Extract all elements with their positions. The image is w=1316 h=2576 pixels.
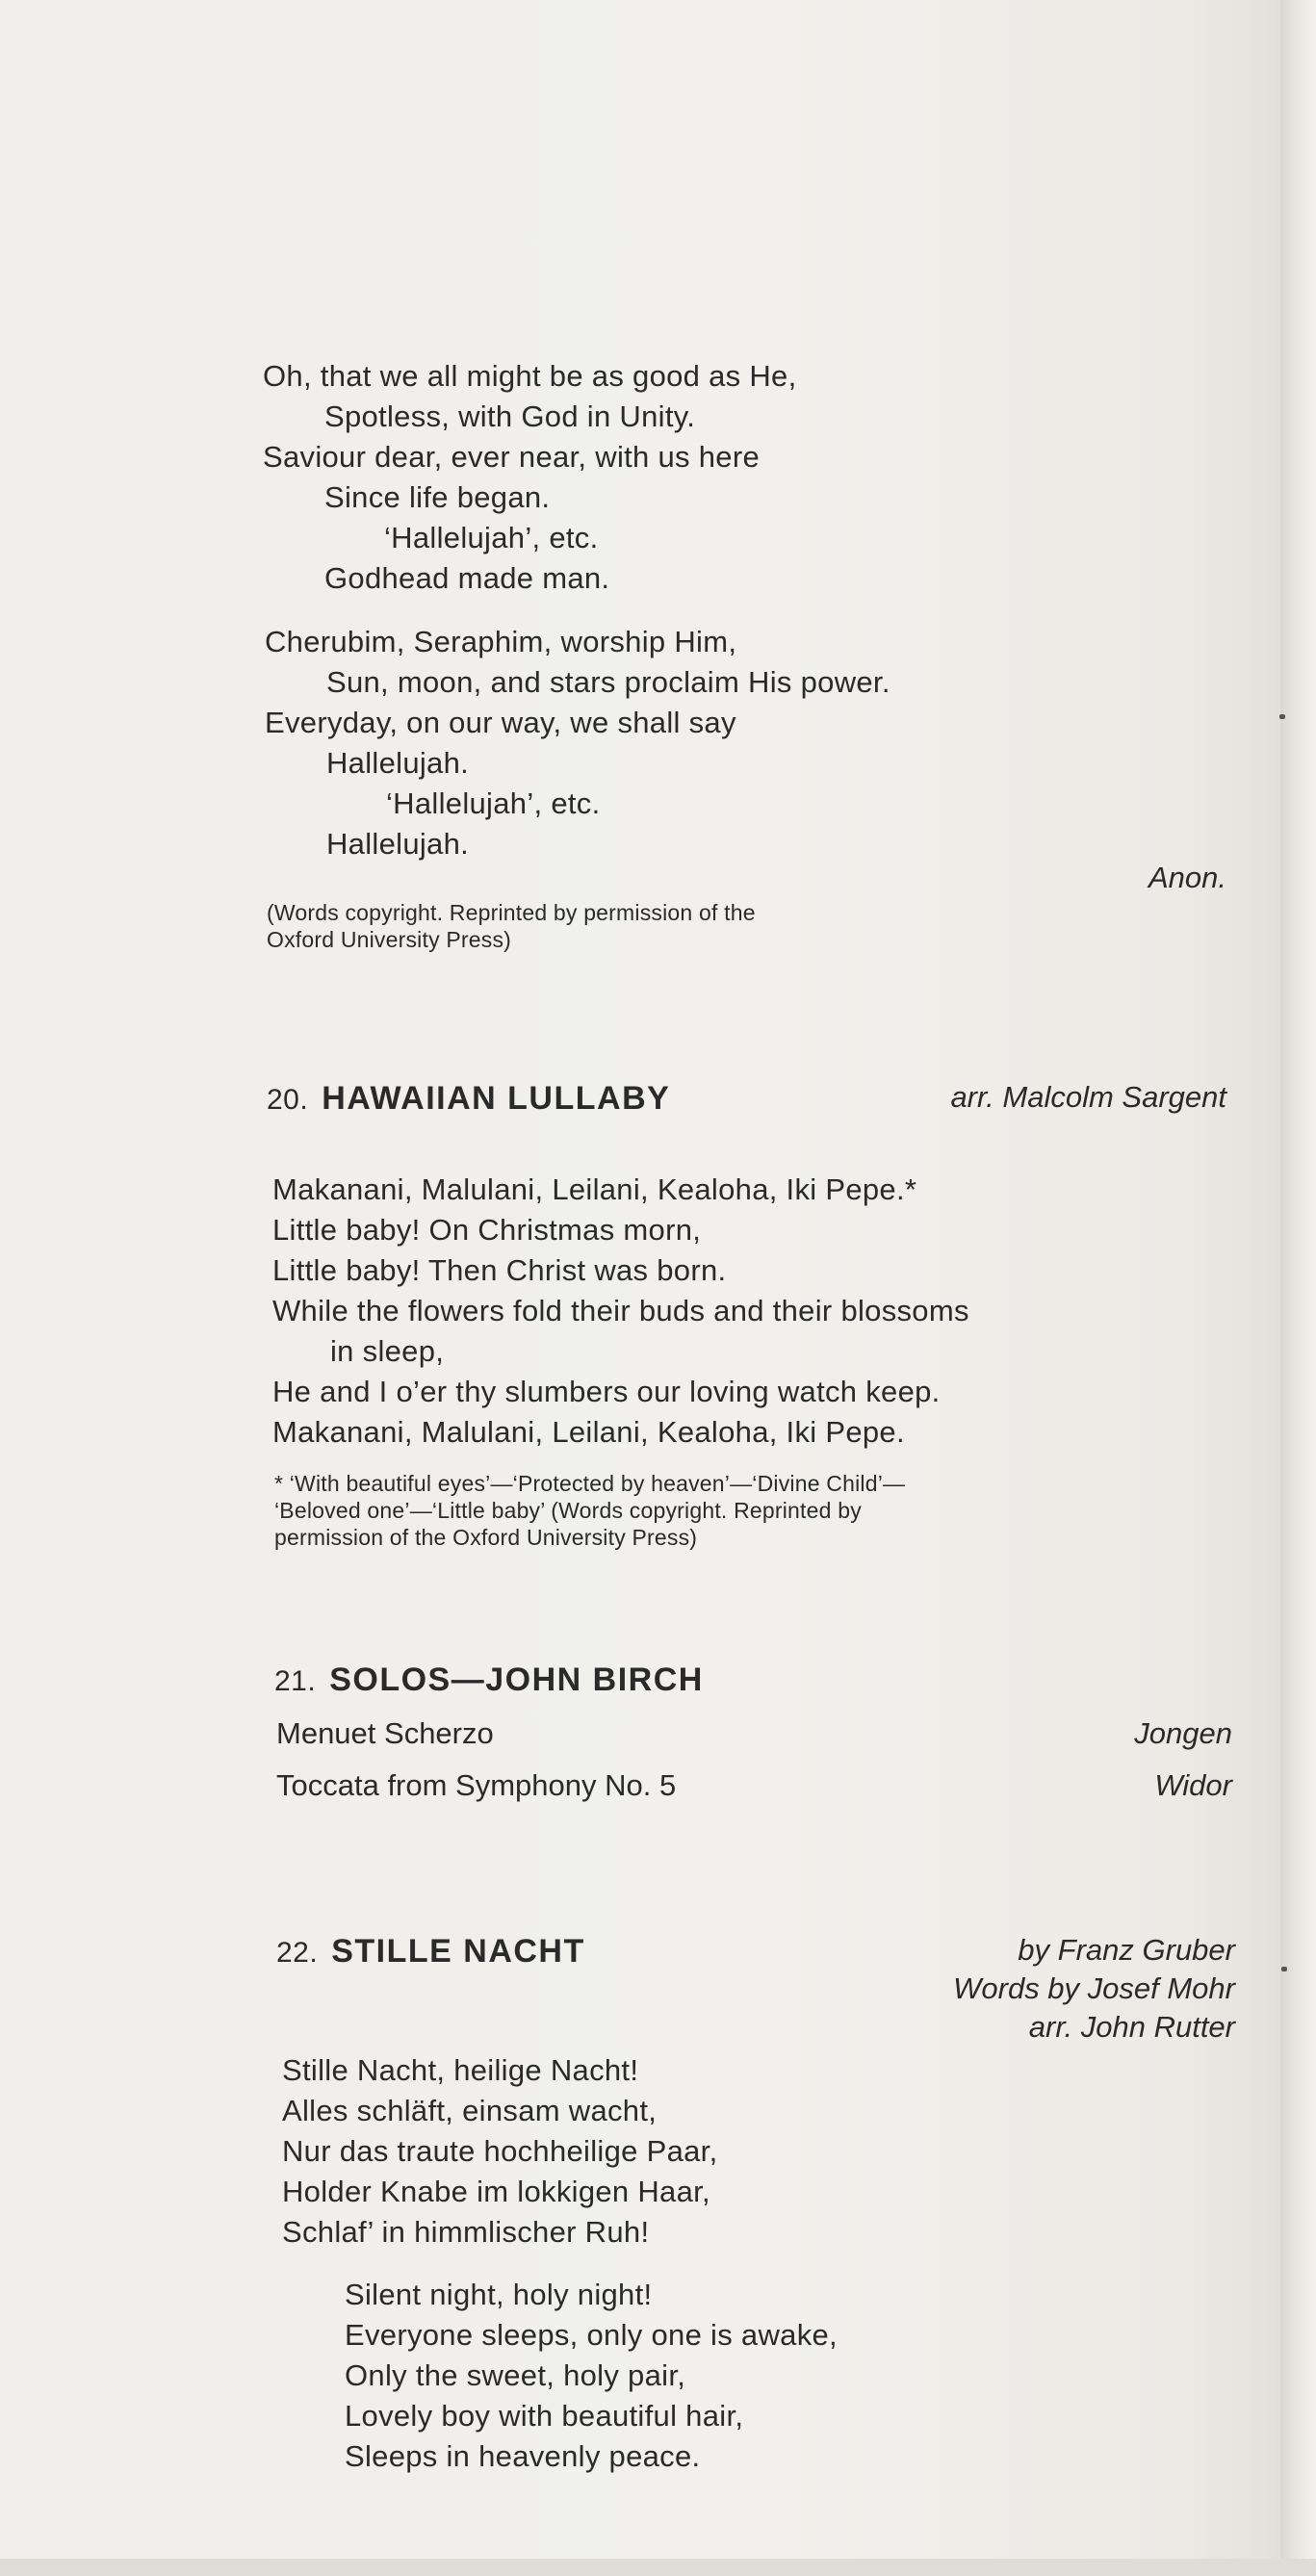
lyric-line: Saviour dear, ever near, with us here bbox=[263, 440, 760, 474]
copyright-line: (Words copyright. Reprinted by permission of the bbox=[267, 900, 756, 925]
work-composer: Widor bbox=[1154, 1768, 1232, 1802]
lyric-line: Godhead made man. bbox=[324, 561, 610, 595]
lyric-line: Cherubim, Seraphim, worship Him, bbox=[265, 625, 737, 658]
lyric-line: Oh, that we all might be as good as He, bbox=[263, 359, 797, 393]
footnote-line: permission of the Oxford University Press) bbox=[274, 1525, 698, 1550]
footnote-line: ‘Beloved one’—‘Little baby’ (Words copyright. Reprinted by bbox=[274, 1498, 862, 1523]
lyric-line: Nur das traute hochheilige Paar, bbox=[282, 2134, 718, 2168]
work-title: Menuet Scherzo bbox=[276, 1716, 494, 1750]
german-lyrics bbox=[282, 2050, 718, 2253]
lyric-line: Makanani, Malulani, Leilani, Kealoha, Iki Pepe.* bbox=[272, 1172, 917, 1206]
lyric-line: Since life began. bbox=[324, 480, 551, 514]
page-mark bbox=[1281, 1967, 1287, 1971]
lyric-line: Little baby! Then Christ was born. bbox=[272, 1253, 727, 1287]
item-20-lyrics bbox=[272, 1170, 969, 1453]
lyric-line: Hallelujah. bbox=[326, 827, 470, 861]
credit-line: Words by Josef Mohr bbox=[953, 1971, 1235, 2005]
item-22-heading bbox=[276, 1933, 585, 1971]
lyric-line: He and I o’er thy slumbers our loving watch keep. bbox=[272, 1375, 941, 1408]
lyric-line: Silent night, holy night! bbox=[345, 2278, 653, 2311]
footnote-line: * ‘With beautiful eyes’—‘Protected by heaven’—‘Divine Child’— bbox=[274, 1471, 906, 1496]
item-20-heading bbox=[267, 1080, 670, 1118]
page-edge bbox=[1280, 0, 1316, 2576]
lyric-line: Lovely boy with beautiful hair, bbox=[345, 2399, 744, 2433]
work-row bbox=[276, 1713, 1232, 1754]
lyric-line: Spotless, with God in Unity. bbox=[324, 399, 696, 433]
item-22-credits bbox=[953, 1931, 1235, 2047]
item-21-heading bbox=[274, 1662, 704, 1699]
item-20-footnote bbox=[274, 1470, 905, 1551]
lyric-line: Sun, moon, and stars proclaim His power. bbox=[326, 665, 890, 699]
lyric-line: While the flowers fold their buds and their blossoms bbox=[272, 1294, 969, 1327]
credit-line: by Franz Gruber bbox=[1018, 1933, 1235, 1967]
lyric-line: Makanani, Malulani, Leilani, Kealoha, Iki Pepe. bbox=[272, 1415, 905, 1449]
lyric-line: ‘Hallelujah’, etc. bbox=[386, 786, 601, 820]
lyric-line: Little baby! On Christmas morn, bbox=[272, 1213, 702, 1247]
work-composer: Jongen bbox=[1134, 1716, 1232, 1750]
lyric-line: Holder Knabe im lokkigen Haar, bbox=[282, 2175, 710, 2208]
lyric-line: Hallelujah. bbox=[326, 746, 470, 780]
item-title: STILLE NACHT bbox=[331, 1933, 585, 1970]
verse-2 bbox=[265, 622, 890, 864]
lyric-line: Sleeps in heavenly peace. bbox=[345, 2439, 701, 2473]
item-number: 22. bbox=[276, 1937, 319, 1969]
copyright-line: Oxford University Press) bbox=[267, 927, 512, 952]
copyright-note bbox=[267, 899, 756, 953]
lyric-line: Stille Nacht, heilige Nacht! bbox=[282, 2053, 639, 2087]
item-number: 21. bbox=[274, 1665, 317, 1697]
page-mark bbox=[1279, 714, 1285, 719]
bottom-strip bbox=[0, 2559, 1316, 2576]
lyric-line: Everyone sleeps, only one is awake, bbox=[345, 2318, 838, 2352]
attribution: Anon. bbox=[1148, 861, 1226, 894]
lyric-line: Everyday, on our way, we shall say bbox=[265, 706, 736, 739]
lyric-line: Schlaf’ in himmlischer Ruh! bbox=[282, 2215, 650, 2249]
credit-line: arr. John Rutter bbox=[1028, 2010, 1235, 2044]
item-number: 20. bbox=[267, 1084, 309, 1116]
lyric-line: Alles schläft, einsam wacht, bbox=[282, 2094, 658, 2127]
lyric-line: Only the sweet, holy pair, bbox=[345, 2358, 686, 2392]
lyric-line: in sleep, bbox=[330, 1334, 445, 1368]
item-title: HAWAIIAN LULLABY bbox=[322, 1080, 671, 1117]
work-title: Toccata from Symphony No. 5 bbox=[276, 1768, 677, 1802]
lyric-line: ‘Hallelujah’, etc. bbox=[384, 521, 599, 554]
verse-1 bbox=[263, 356, 797, 599]
english-lyrics bbox=[345, 2275, 838, 2477]
work-row bbox=[276, 1765, 1232, 1806]
item-20-credit: arr. Malcolm Sargent bbox=[950, 1080, 1226, 1114]
item-title: SOLOS—JOHN BIRCH bbox=[329, 1662, 704, 1698]
